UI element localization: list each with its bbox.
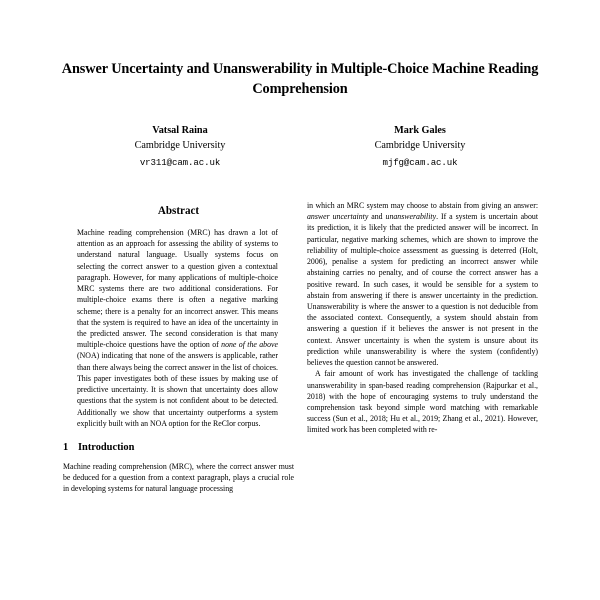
right-text-3: . If a system is uncertain about its prediction, it is likely that the predicted answer will be incorrect. In particular, negative marking schemes, which are shown to improve the reliability of multiple-choice assessment as guessing is deterred (Holt, 2006), penalise a system for predicting an incorrect answer while abstaining carries no penalty, and of course the correct answer has a positive reward. In such cases, it would be sensible for a system to abstain from answering if there is answer uncertainty in the prediction. Unanswerability is where the answer to a question is not deducible from the associated context. Consequently, a system should abstain from answering a question if it believes the answer is not present in the context. Answer uncertainty is when the system is unsure about its prediction while unanswerability is where the system (confidently) believes the question cannot be answered. xyxy=(307,212,538,368)
author-email[interactable]: mjfg@cam.ac.uk xyxy=(382,157,458,169)
italic-answer-uncertainty: answer uncertainty xyxy=(307,212,369,222)
author-entry xyxy=(300,124,540,171)
author-email[interactable]: vr311@cam.ac.uk xyxy=(139,157,221,169)
author-affiliation: Cambridge University xyxy=(134,140,226,152)
title-block xyxy=(60,60,540,99)
abstract-text-1: Machine reading comprehension (MRC) has drawn a lot of attention as an approach for assessing the ability of systems to understand natural language. Usually systems focus on selecting the correct answer to a question given a contextual paragraph. However, for many applications of multiple-choice MRC systems there are two additional considerations. For multiple-choice exams there is often a negative marking scheme; there is a penalty for an incorrect answer. This means that the system is required to have an idea of the uncertainty in the predicted answer. The second consideration is that many multiple-choice questions have the option of xyxy=(77,228,278,350)
abstract-heading: Abstract xyxy=(157,205,200,217)
right-text-1: in which an MRC system may choose to abstain from giving an answer: xyxy=(307,201,538,210)
author-affiliation: Cambridge University xyxy=(374,140,466,152)
right-column xyxy=(307,200,538,600)
author-entry xyxy=(60,124,300,171)
right-paragraph-1 xyxy=(307,200,538,368)
section-title: Introduction xyxy=(78,442,135,454)
right-text-2: and xyxy=(368,212,386,222)
author-block xyxy=(60,124,540,171)
section-number: 1 xyxy=(63,442,69,454)
abstract-italic-noa: none of the above xyxy=(221,340,278,350)
introduction-paragraph: Machine reading comprehension (MRC), where the correct answer must be deduced for a question from a context paragraph, plays a crucial role in developing systems for natural language processing xyxy=(63,461,294,494)
abstract-paragraph xyxy=(77,227,278,429)
right-paragraph-2: A fair amount of work has investigated the challenge of tackling unanswerability in span-based reading comprehension (Rajpurkar et al., 2018) with the hope of encouraging systems to truly understand the comprehension task beyond simple word matching with remarkable success (Sun et al., 2018; Hu et al., 2019; Zhang et al., 2021). However, limited work has been completed with re- xyxy=(307,369,538,435)
abstract-text-2: (NOA) indicating that none of the answers is applicable, rather than there always being the correct answer in the list of choices. This paper investigates both of these issues by making use of predictive uncertainty. It is shown that uncertainty does allow questions that the system is not confident about to be detected. Additionally we show that uncertainty outperforms a system explicitly built with an NOA option for the ReClor corpus. xyxy=(77,351,278,428)
italic-unanswerability: unanswerability xyxy=(385,212,437,222)
author-name: Mark Gales xyxy=(394,125,446,136)
page-title: Answer Uncertainty and Unanswerability in Multiple-Choice Machine Reading Comprehension xyxy=(61,61,539,97)
left-column xyxy=(63,200,294,600)
author-name: Vatsal Raina xyxy=(152,125,208,136)
section-heading-introduction xyxy=(63,441,294,454)
abstract-body xyxy=(63,227,278,429)
